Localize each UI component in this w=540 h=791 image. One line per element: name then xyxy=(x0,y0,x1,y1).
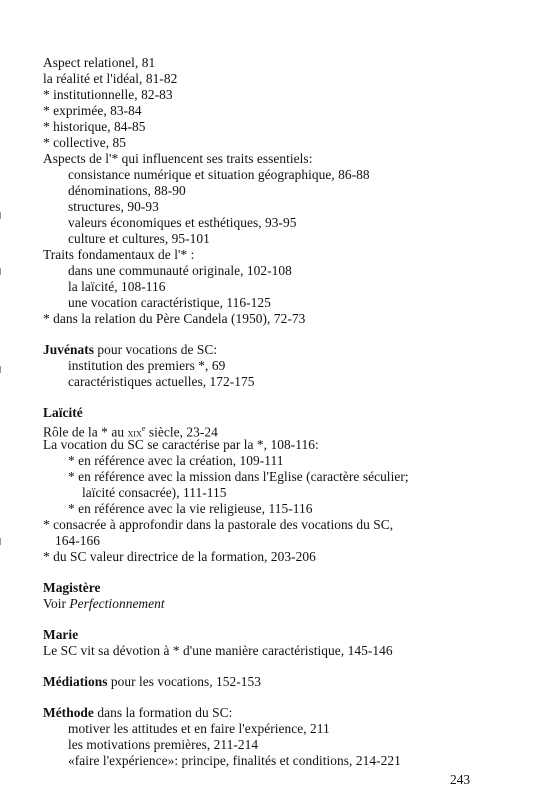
page-number: 243 xyxy=(450,772,471,787)
scan-mark xyxy=(0,212,1,219)
index-entry-cont: 164-166 xyxy=(55,533,100,548)
index-heading-magistere: Magistère xyxy=(43,580,101,595)
index-subentry: la laïcité, 108-116 xyxy=(68,279,166,294)
index-entry: la réalité et l'idéal, 81-82 xyxy=(43,71,178,86)
see-label: Voir xyxy=(43,596,70,611)
index-heading-marie: Marie xyxy=(43,627,79,642)
index-entry: Traits fondamentaux de l'* : xyxy=(43,247,195,262)
index-heading-laicite: Laïcité xyxy=(43,405,83,420)
heading-gloss: pour vocations de SC: xyxy=(94,342,218,357)
index-subentry: institution des premiers *, 69 xyxy=(68,358,226,373)
scan-mark xyxy=(0,366,1,373)
heading-term: Juvénats xyxy=(43,342,94,357)
index-heading-juvenats xyxy=(43,342,217,358)
cross-reference: Perfectionnement xyxy=(69,596,165,611)
index-heading-methode xyxy=(43,705,232,721)
index-entry: * institutionnelle, 82-83 xyxy=(43,87,173,102)
index-subentry: * en référence avec la vie religieuse, 115-116 xyxy=(68,501,313,516)
index-subentry: valeurs économiques et esthétiques, 93-95 xyxy=(68,215,297,230)
index-subentry: dénominations, 88-90 xyxy=(68,183,186,198)
index-subentry: caractéristiques actuelles, 172-175 xyxy=(68,374,255,389)
index-entry: * du SC valeur directrice de la formation, 203-206 xyxy=(43,549,316,564)
index-subentry: consistance numérique et situation géographique, 86-88 xyxy=(68,167,370,182)
scan-mark xyxy=(0,268,1,275)
index-subentry: * en référence avec la mission dans l'Eglise (caractère séculier; xyxy=(68,469,409,484)
index-subentry: une vocation caractéristique, 116-125 xyxy=(68,295,271,310)
index-subentry: «faire l'expérience»: principe, finalités et conditions, 214-221 xyxy=(68,753,401,768)
index-subentry: * en référence avec la création, 109-111 xyxy=(68,453,284,468)
heading-term: Méthode xyxy=(43,705,94,720)
index-entry: * consacrée à approfondir dans la pastorale des vocations du SC, xyxy=(43,517,394,532)
index-entry: Aspects de l'* qui influencent ses traits essentiels: xyxy=(43,151,313,166)
index-heading-mediations xyxy=(43,674,261,690)
index-entry: * collective, 85 xyxy=(43,135,126,150)
index-subentry: motiver les attitudes et en faire l'expérience, 211 xyxy=(68,721,330,736)
index-entry: * exprimée, 83-84 xyxy=(43,103,142,118)
index-subentry: structures, 90-93 xyxy=(68,199,159,214)
index-subentry: culture et cultures, 95-101 xyxy=(68,231,210,246)
index-entry: La vocation du SC se caractérise par la *, 108-116: xyxy=(43,437,319,452)
index-subentry: les motivations premières, 211-214 xyxy=(68,737,259,752)
index-entry: * historique, 84-85 xyxy=(43,119,146,134)
index-entry: Aspect relationel, 81 xyxy=(43,55,156,70)
century-suffix: e xyxy=(141,424,146,433)
index-subentry-cont: laïcité consacrée), 111-115 xyxy=(82,485,227,500)
entry-text: siècle, 23-24 xyxy=(145,424,218,440)
index-entry xyxy=(43,596,165,612)
index-subentry: dans une communauté originale, 102-108 xyxy=(68,263,292,278)
scan-mark xyxy=(0,538,1,545)
index-entry: Le SC vit sa dévotion à * d'une manière caractéristique, 145-146 xyxy=(43,643,393,658)
index-entry: * dans la relation du Père Candela (1950), 72-73 xyxy=(43,311,306,326)
heading-gloss: pour les vocations, 152-153 xyxy=(107,674,261,689)
century-numeral: xix xyxy=(127,427,142,440)
entry-text: Rôle de la * au xyxy=(43,424,128,440)
heading-term: Médiations xyxy=(43,674,108,689)
heading-gloss: dans la formation du SC: xyxy=(93,705,233,720)
